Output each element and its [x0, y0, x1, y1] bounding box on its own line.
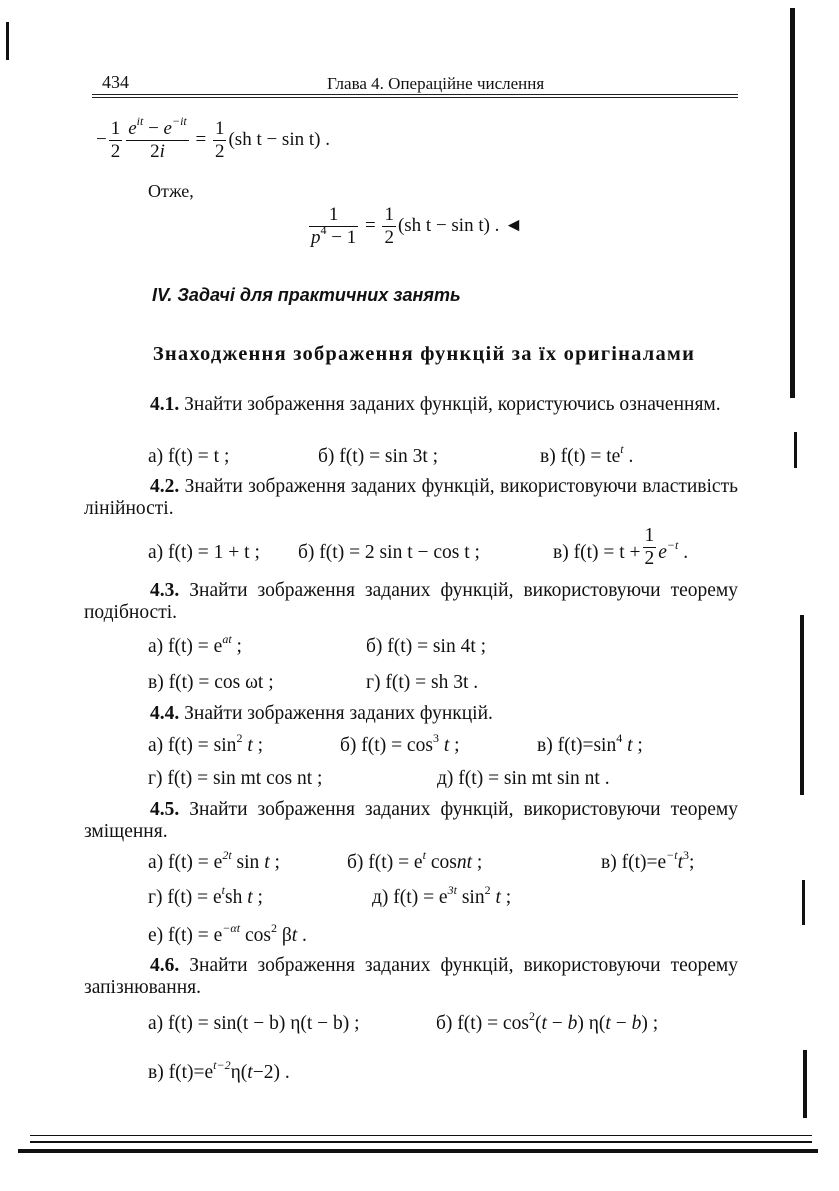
problem-4-5 [84, 799, 738, 843]
problem-4-5-item-c: в) $f(t)=e^{-t}t^3$; [601, 848, 695, 873]
problem-4-3-text: Знайти зображення заданих функцій, використовуючи теорему подібності. [84, 580, 738, 623]
problem-4-3-item-b: б) f(t) = sin 4t ; [366, 636, 487, 657]
problem-4-5-item-d: г) $f(t) = e^tsh$ t ; [148, 883, 263, 908]
problem-4-6-label: 4.6. [150, 955, 180, 976]
problem-4-5-item-a: а) $f(t) = e^{2t}$ sin t ; [148, 848, 280, 873]
problem-4-2-item-c: в) f(t) = t + $\frac{1}{2}$ $e^{-t}$ . [553, 525, 689, 569]
equation-1-rhs: (sh t − sin t) . [228, 128, 330, 150]
header-rule-2 [92, 97, 738, 98]
problem-4-4-item-b: б) $f(t) = \cos^3 t$ ; [340, 731, 460, 756]
header-rule [92, 94, 738, 95]
problem-4-6 [84, 955, 738, 999]
problem-4-1-item-b: б) f(t) = sin 3t ; [318, 446, 439, 467]
section-heading: Знаходження зображення функцій за їх оригіналами [152, 343, 696, 365]
bottom-rule-3 [18, 1149, 818, 1153]
problem-4-1-label: 4.1. [150, 394, 180, 415]
problem-4-4-text: Знайти зображення заданих функцій. [184, 703, 493, 724]
problem-4-3 [84, 580, 738, 624]
bottom-rule-2 [30, 1141, 812, 1143]
problem-4-3-item-a: а) $f(t) = e^{at}$ ; [148, 632, 242, 657]
problem-4-5-item-e: д) $f(t) = e^{3t}$ $\sin^2 t$ ; [372, 883, 512, 908]
scan-edge-mark-right-4 [802, 880, 805, 925]
problem-4-4-label: 4.4. [150, 703, 180, 724]
bottom-rule-1 [30, 1135, 812, 1136]
scan-edge-mark-right-3 [800, 615, 804, 795]
problem-4-5-item-b: б) $f(t) = e^t$ cosnt ; [347, 848, 483, 873]
scan-edge-mark-right-5 [803, 1050, 807, 1118]
chapter-title: Глава 4. Операційне числення [327, 74, 545, 93]
thus-word: Отже, [148, 181, 194, 201]
problem-4-1-text: Знайти зображення заданих функцій, користуючись означенням. [184, 394, 721, 415]
problem-4-4-item-d: г) f(t) = sin mt cos nt ; [148, 768, 323, 789]
equation-1: − $\frac{1}{2}$ $\frac{e^{it} - e^{-it}}{2i}$ = $\frac{1}{2}$ (sh t − sin t) . [96, 114, 330, 162]
problem-4-1 [84, 394, 738, 416]
section-iv-title: IV. Задачі для практичних занять [152, 285, 461, 305]
problem-4-4 [84, 703, 738, 725]
problem-4-3-label: 4.3. [150, 580, 180, 601]
problem-4-4-item-a: а) $f(t) = \sin^2 t$ ; [148, 731, 264, 756]
problem-4-2-text: Знайти зображення заданих функцій, використовуючи властивість лінійності. [84, 476, 739, 519]
problem-4-2-item-a: а) f(t) = 1 + t ; [148, 542, 260, 563]
problem-4-2-item-b: б) f(t) = 2 sin t − cos t ; [298, 542, 480, 563]
problem-4-1-item-a: а) f(t) = t ; [148, 446, 230, 467]
problem-4-2-label: 4.2. [150, 476, 180, 497]
equation-2: $\frac{1}{p^4 - 1}$ = $\frac{1}{2}$ (sh t − sin t) . ◄ [311, 204, 523, 248]
problem-4-2 [84, 476, 738, 520]
scan-edge-mark-right-2 [794, 432, 797, 468]
problem-4-3-item-c: в) f(t) = cos ωt ; [148, 672, 274, 693]
problem-4-6-item-a: а) f(t) = sin(t − b) η(t − b) ; [148, 1013, 360, 1034]
problem-4-4-item-e: д) f(t) = sin mt sin nt . [437, 768, 610, 789]
problem-4-5-item-f: е) $f(t) = e^{-\alpha t}$ $\cos^2 \beta t$ . [148, 921, 307, 946]
problem-4-3-item-d: г) f(t) = sh 3t . [366, 672, 479, 693]
problem-4-6-text: Знайти зображення заданих функцій, використовуючи теорему запізнювання. [84, 955, 738, 998]
problem-4-6-item-c: в) $f(t)=e^{t-2}\eta(t-2)$ . [148, 1058, 290, 1083]
problem-4-6-item-b: б) $f(t) = \cos^2(t - b) \eta(t - b)$ ; [436, 1009, 659, 1034]
problem-4-5-text: Знайти зображення заданих функцій, використовуючи теорему зміщення. [84, 799, 738, 842]
scan-edge-mark-left [6, 22, 9, 60]
page-number: 434 [102, 72, 129, 92]
problem-4-5-label: 4.5. [150, 799, 180, 820]
problem-4-1-item-c: в) $f(t) = te^t$ . [540, 442, 634, 467]
scan-edge-mark-right-1 [790, 8, 795, 398]
problem-4-4-item-c: в) $f(t)=\sin^4$ t ; [537, 731, 643, 756]
equation-2-rhs: (sh t − sin t) . ◄ [397, 214, 523, 236]
